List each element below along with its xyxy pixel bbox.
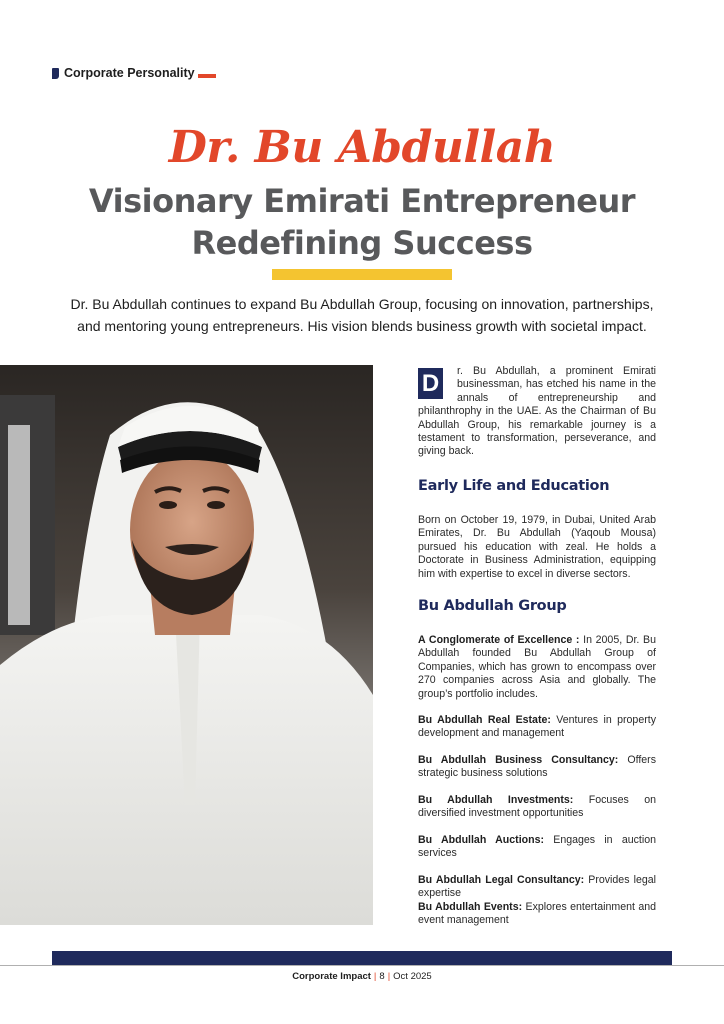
footer-rule [0, 965, 724, 966]
group-item-text: Provides legal expertise [418, 874, 656, 900]
footer-separator: | [387, 971, 391, 982]
intro-paragraph [418, 365, 656, 459]
group-item-text: Ventures in property development and management [418, 714, 656, 740]
heading-early-life: Early Life and Education [418, 478, 610, 494]
group-item-text: Explores entertainment and event management [418, 901, 657, 927]
article-headline [40, 180, 684, 264]
lead-line-1: Dr. Bu Abdullah continues to expand Bu Abdullah Group, focusing on innovation, partnerships, [70, 296, 654, 312]
heading-group: Bu Abdullah Group [418, 598, 567, 614]
conglomerate-label: A Conglomerate of Excellence : [418, 634, 580, 646]
group-item-label: Bu Abdullah Business Consultancy: [418, 754, 619, 766]
group-item [418, 714, 656, 741]
group-item-label: Bu Abdullah Real Estate: [418, 714, 551, 726]
group-item [418, 874, 656, 901]
footer-separator: | [373, 971, 377, 982]
group-item-text: Engages in auction services [418, 834, 656, 860]
group-item-text: Offers strategic business solutions [418, 754, 656, 780]
quote-mark-icon [52, 68, 59, 79]
group-item-label: Bu Abdullah Events: [418, 901, 523, 913]
headline-line-2: Redefining Success [191, 224, 533, 262]
group-item [418, 834, 656, 861]
group-item [418, 754, 656, 781]
article-body-intro [418, 365, 656, 459]
conglomerate-paragraph [418, 634, 656, 701]
footer-date: Oct 2025 [393, 971, 432, 982]
early-life-paragraph: Born on October 19, 1979, in Dubai, United Arab Emirates, Dr. Bu Abdullah (Yaqoub Mousa) pursued his education with zeal. He holds a Doctorate in Business Administration, equipping him with expertise to excel in diverse sectors. [418, 514, 656, 580]
intro-text: r. Bu Abdullah, a prominent Emirati businessman, has etched his name in the annals of entrepreneurship and philanthrophy in the UAE. As the Chairman of Bu Abdullah Group, his remarkable journey is a testament to transformation, perseverance, and giving back. [418, 365, 656, 458]
article-name-title: Dr. Bu Abdullah [168, 122, 556, 173]
article-lead [30, 293, 694, 337]
portrait-illustration [0, 365, 373, 925]
footer-bar [52, 951, 672, 965]
headline-divider [272, 269, 452, 280]
group-item-label: Bu Abdullah Legal Consultancy: [418, 874, 585, 886]
footer-page-number: 8 [379, 971, 385, 982]
lead-line-2: and mentoring young entrepreneurs. His vision blends business growth with societal impact. [77, 318, 647, 334]
group-item-label: Bu Abdullah Investments: [418, 794, 574, 806]
section-tag-label: Corporate Personality [64, 66, 195, 80]
conglomerate-text: In 2005, Dr. Bu Abdullah founded Bu Abdullah Group of Companies, which has grown to encompass over 270 companies across Asia and globally. The group’s portfolio includes. [418, 634, 656, 700]
group-item [418, 794, 656, 821]
section-tag-underline [198, 74, 216, 78]
group-item [418, 901, 656, 928]
portrait-photo [0, 365, 373, 925]
group-item-label: Bu Abdullah Auctions: [418, 834, 544, 846]
footer-publication: Corporate Impact [292, 971, 371, 982]
group-item-text: Focuses on diversified investment opportunities [418, 794, 656, 820]
headline-line-1: Visionary Emirati Entrepreneur [88, 182, 636, 220]
page-footer [0, 971, 724, 982]
drop-cap: D [418, 368, 443, 399]
section-tag [52, 66, 216, 80]
